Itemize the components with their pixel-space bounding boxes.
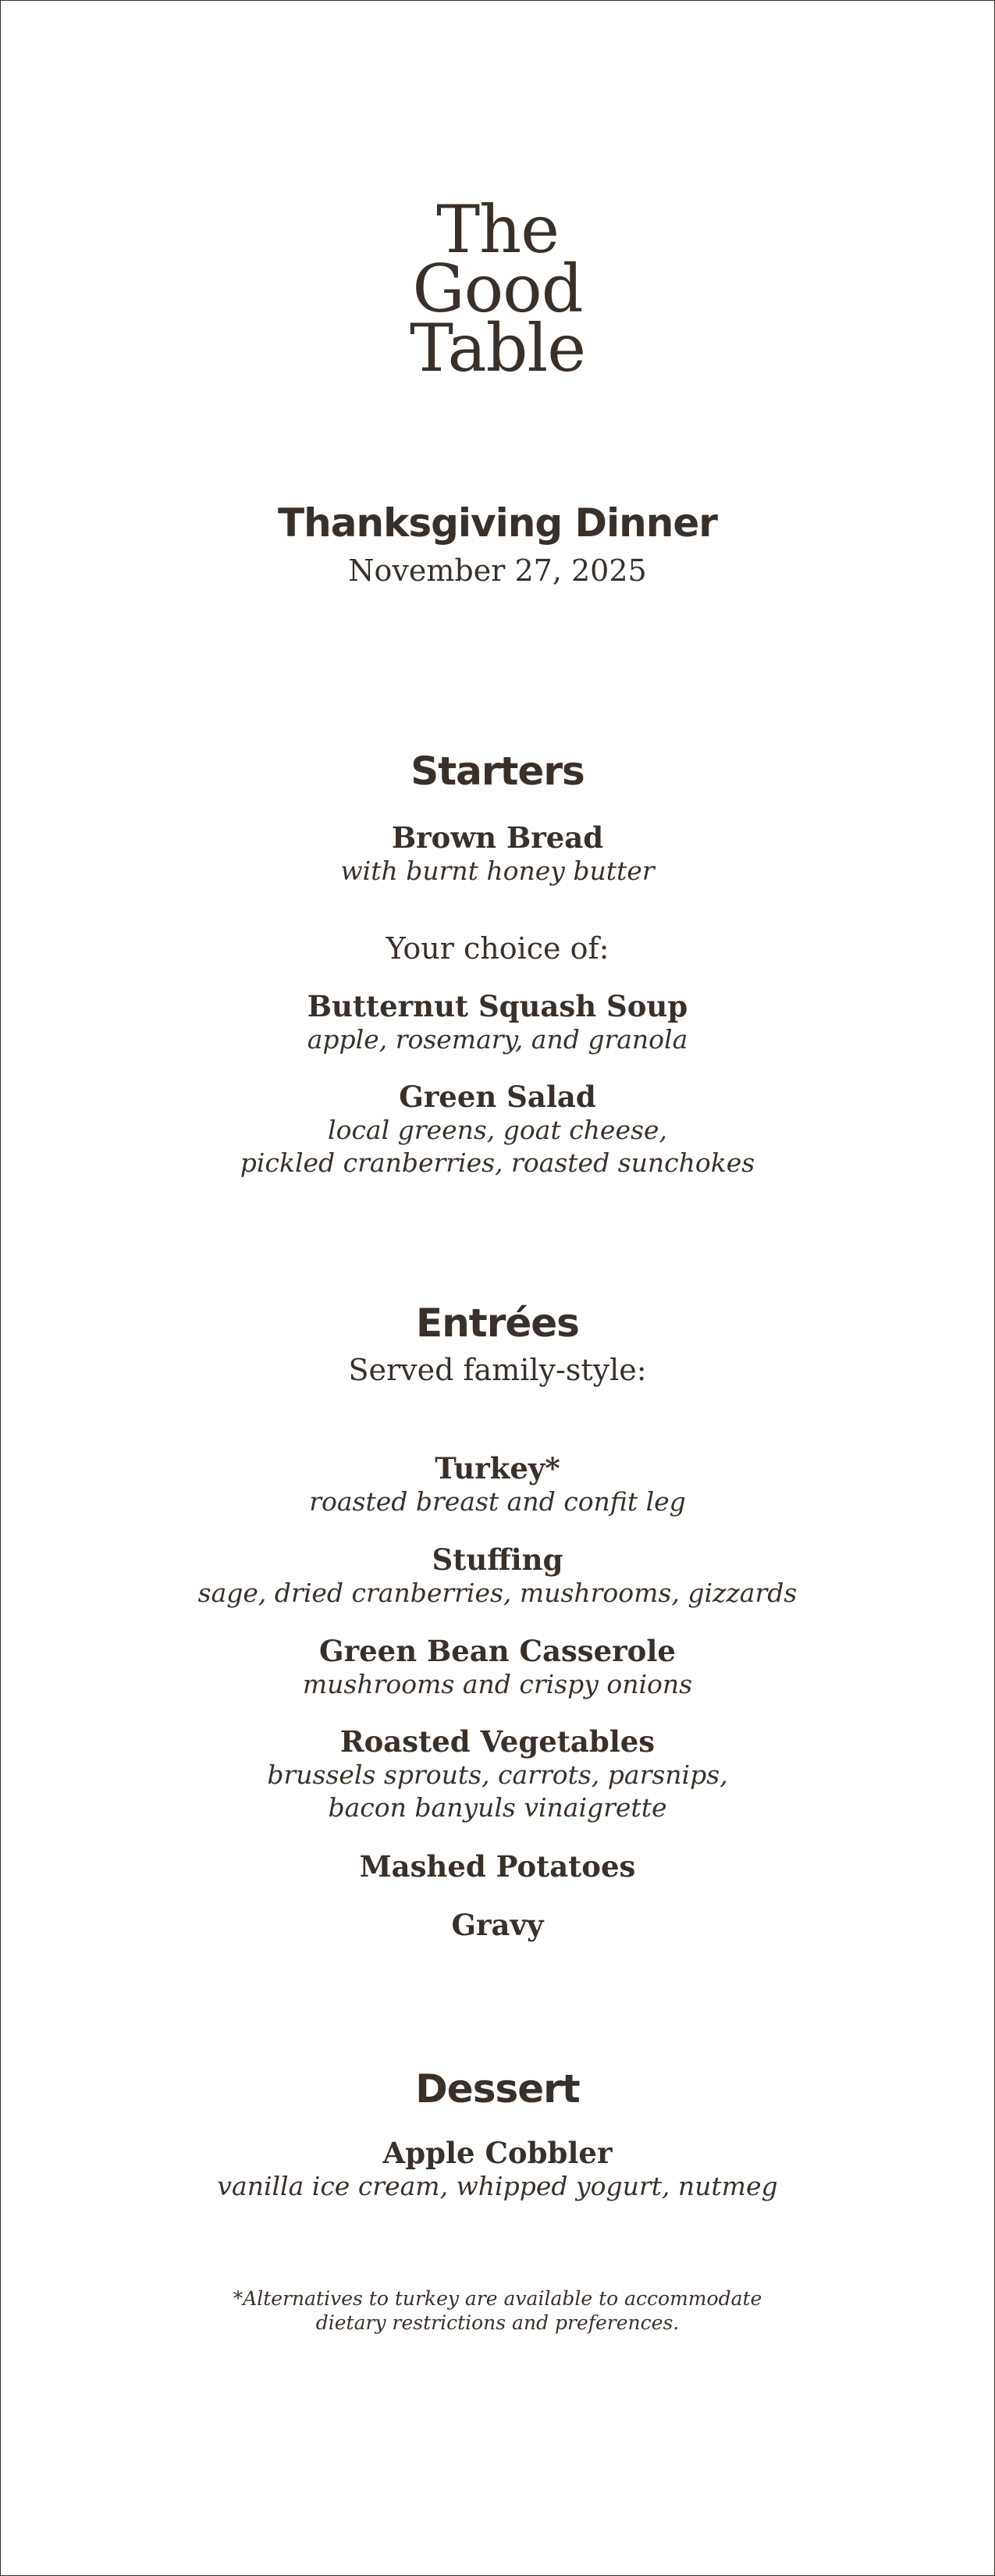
menu-item-green-salad [1,1080,994,1179]
menu-item-gravy [1,1908,994,1942]
menu-item-turkey [1,1451,994,1518]
menu-item-brown-bread [1,820,994,888]
logo-line-good: Good [412,251,583,327]
item-name: Green Salad [399,1080,596,1114]
item-description: with burnt honey butter [340,856,655,886]
entrees-subheading: Served family-style: [348,1353,647,1387]
restaurant-logo [1,191,994,386]
menu-item-green-bean-casserole [1,1634,994,1701]
menu-item-stuffing [1,1542,994,1610]
menu-item-mashed-potatoes [1,1849,994,1884]
footnote-line: *Alternatives to turkey are available to accommodate [233,2287,762,2310]
menu-item-apple-cobbler [1,2136,994,2203]
item-name: Brown Bread [391,820,604,855]
item-description [1,1114,994,1179]
item-name: Butternut Squash Soup [307,989,688,1023]
choice-label: Your choice of: [386,931,609,966]
item-description: mushrooms and crispy onions [302,1669,693,1699]
item-description-line: local greens, goat cheese, [328,1115,667,1145]
item-name: Green Bean Casserole [319,1634,676,1668]
item-description-line: pickled cranberries, roasted sunchokes [240,1147,755,1178]
menu-item-roasted-vegetables [1,1724,994,1824]
item-description: roasted breast and confit leg [309,1486,686,1517]
dietary-footnote [1,2286,994,2335]
item-description [1,1759,994,1824]
event-date: November 27, 2025 [348,553,647,588]
item-description: apple, rosemary, and granola [307,1024,688,1055]
dessert-heading: Dessert [415,2066,580,2112]
item-description: vanilla ice cream, whipped yogurt, nutmeg [217,2171,778,2201]
entrees-heading: Entrées [416,1300,579,1346]
item-description: sage, dried cranberries, mushrooms, gizzards [197,1578,798,1608]
logo-line-the: The [436,191,559,268]
menu-item-butternut-squash-soup [1,989,994,1056]
footnote-line: dietary restrictions and preferences. [315,2311,680,2334]
starters-heading: Starters [410,749,585,794]
item-name: Gravy [451,1908,544,1942]
event-title: Thanksgiving Dinner [278,500,717,546]
item-name: Roasted Vegetables [339,1724,656,1759]
item-description-line: brussels sprouts, carrots, parsnips, [267,1759,728,1790]
item-name: Mashed Potatoes [359,1849,636,1884]
item-name: Apple Cobbler [382,2136,613,2170]
item-name: Stuffing [432,1542,563,1577]
item-name: Turkey* [435,1451,560,1485]
logo-line-table: Table [410,310,585,386]
item-description-line: bacon banyuls vinaigrette [328,1792,667,1823]
